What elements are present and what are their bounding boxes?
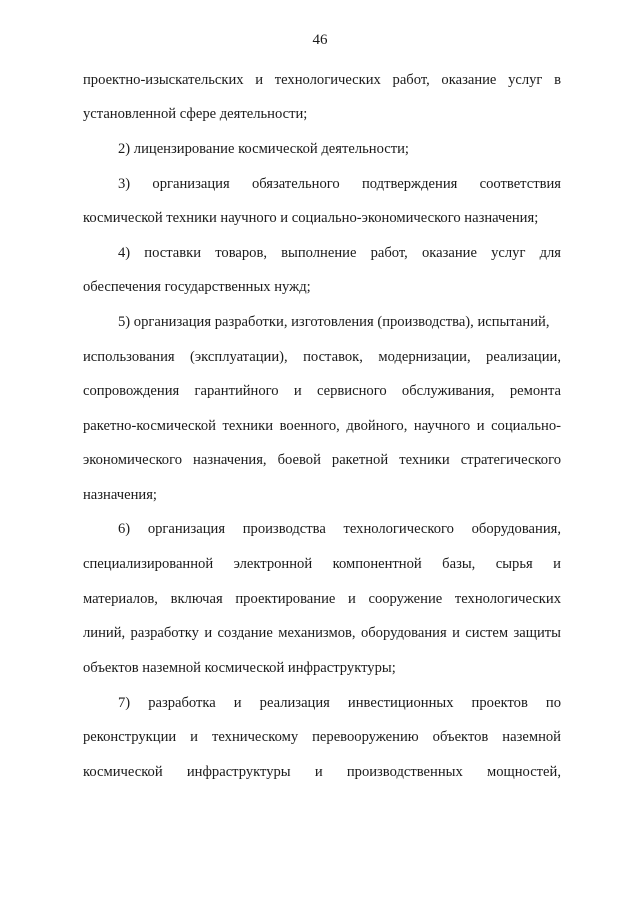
text-line: установленной сфере деятельности; [83, 106, 308, 122]
text-line: материалов, включая проектирование и сооружение технологических [83, 591, 561, 607]
text-line: проектно-изыскательских и технологических работ, оказание услуг в [83, 72, 561, 88]
text-line: 3) организация обязательного подтверждения соответствия [118, 176, 561, 192]
text-line: ракетно-космической техники военного, двойного, научного и социально- [83, 418, 561, 434]
text-line: 5) организация разработки, изготовления (производства), испытаний, [118, 314, 550, 330]
text-line: обеспечения государственных нужд; [83, 279, 311, 295]
text-line: космической техники научного и социально-экономического назначения; [83, 210, 539, 226]
text-line: 6) организация производства технологического оборудования, [118, 521, 561, 537]
text-line: реконструкции и техническому перевооружению объектов наземной [83, 729, 561, 745]
text-line: линий, разработку и создание механизмов, оборудования и систем защиты [83, 625, 561, 641]
text-line: специализированной электронной компонентной базы, сырья и [83, 556, 561, 572]
text-line: 7) разработка и реализация инвестиционных проектов по [118, 695, 561, 711]
text-line: экономического назначения, боевой ракетной техники стратегического [83, 452, 561, 468]
text-line: сопровождения гарантийного и сервисного обслуживания, ремонта [83, 383, 561, 399]
text-line: назначения; [83, 487, 157, 503]
text-line: объектов наземной космической инфраструктуры; [83, 660, 396, 676]
text-line: использования (эксплуатации), поставок, модернизации, реализации, [83, 349, 561, 365]
text-line: 4) поставки товаров, выполнение работ, оказание услуг для [118, 245, 561, 261]
text-line: 2) лицензирование космической деятельности; [118, 141, 409, 157]
page-number: 46 [312, 32, 328, 48]
text-line: космической инфраструктуры и производственных мощностей, [83, 764, 561, 780]
